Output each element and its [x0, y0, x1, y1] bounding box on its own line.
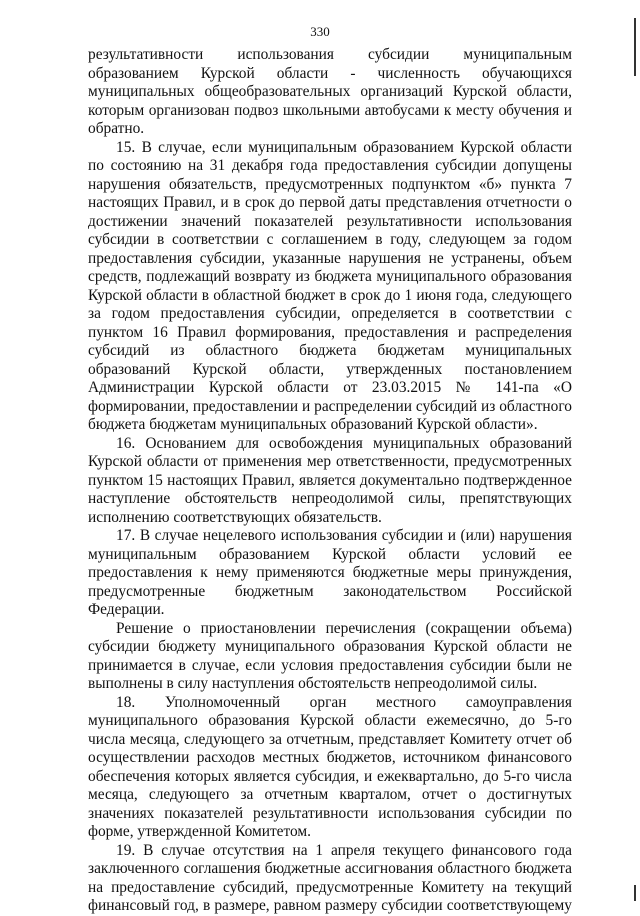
scan-edge-mark	[634, 885, 636, 901]
page-number: 330	[310, 24, 330, 39]
scan-edge-mark	[634, 18, 636, 76]
paragraph-17: 17. В случае нецелевого использования субсидии и (или) нарушения муниципальным образованием Курской области условий ее предоставления к нему применяются бюджетные меры принуждения, предусмотренные бюджетным законодательством Российской Федерации.	[88, 527, 572, 618]
document-body	[88, 46, 572, 916]
paragraph-continuation: результативности использования субсидии муниципальным образованием Курской области - численность обучающихся муниципальных общеобразовательных организаций Курской области, которым организован подвоз школьными автобусами к месту обучения и обратно.	[88, 46, 572, 137]
paragraph-15: 15. В случае, если муниципальным образованием Курской области по состоянию на 31 декабря года предоставления субсидии допущены нарушения обязательств, предусмотренных подпунктом «б» пункта 7 настоящих Правил, и в срок до первой даты представления отчетности о достижении значений показателей результативности использования субсидии в соответствии с соглашением в году, следующем за годом предоставления субсидии, указанные нарушения не устранены, объем средств, подлежащий возврату из бюджета муниципального образования Курской области в областной бюджет в срок до 1 июня года, следующего за годом предоставления субсидии, определяется в соответствии с пунктом 16 Правил формирования, предоставления и распределения субсидий из областного бюджета бюджетам муниципальных образований Курской области, утвержденных постановлением Администрации Курской области от 23.03.2015 № 141-па «О формировании, предоставлении и распределении субсидий из областного бюджета бюджетам муниципальных образований Курской области».	[88, 138, 572, 433]
paragraph-18: 18. Уполномоченный орган местного самоуправления муниципального образования Курской области ежемесячно, до 5-го числа месяца, следующего за отчетным, представляет Комитету отчет об осуществлении расходов местных бюджетов, источником финансового обеспечения которых является субсидия, и ежеквартально, до 5-го числа месяца, следующего за отчетным кварталом, отчет о достигнутых значениях показателей результативности использования субсидии по форме, утвержденной Комитетом.	[88, 693, 572, 840]
paragraph-16: 16. Основанием для освобождения муниципальных образований Курской области от применения мер ответственности, предусмотренных пунктом 15 настоящих Правил, является документально подтвержденное наступление обстоятельств непреодолимой силы, препятствующих исполнению соответствующих обязательств.	[88, 434, 572, 526]
paragraph-17-decision: Решение о приостановлении перечисления (сокращении объема) субсидии бюджету муниципального образования Курской области не принимается в случае, если условия предоставления субсидии были не выполнены в силу наступления обстоятельств непреодолимой силы.	[88, 619, 572, 692]
paragraph-19: 19. В случае отсутствия на 1 апреля текущего финансового года заключенного соглашения бюджетные ассигнования областного бюджета на предоставление субсидий, предусмотренные Комитету на текущий финансовый год, в размере, равном размеру субсидии соответствующему	[88, 841, 572, 914]
